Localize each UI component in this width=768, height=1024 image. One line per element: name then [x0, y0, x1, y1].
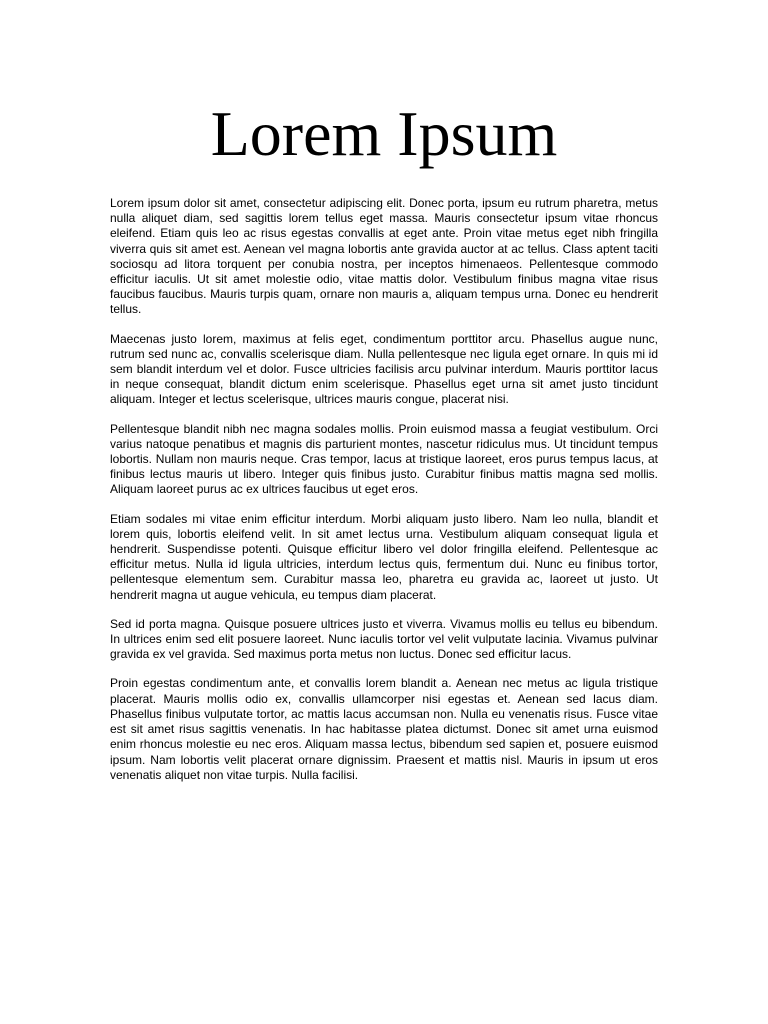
- paragraph: Sed id porta magna. Quisque posuere ultrices justo et viverra. Vivamus mollis eu tellus eu bibendum. In ultrices enim sed elit posuere laoreet. Nunc iaculis tortor vel velit vulputate lacinia. Vivamus pulvinar gravida ex vel gravida. Sed maximus porta metus non luctus. Donec sed efficitur lacus.: [110, 616, 658, 662]
- paragraph: Etiam sodales mi vitae enim efficitur interdum. Morbi aliquam justo libero. Nam leo nulla, blandit et lorem quis, lobortis eleifend velit. In sit amet lectus urna. Vestibulum aliquam consequat ligula et hendrerit. Suspendisse potenti. Quisque efficitur libero vel dolor fringilla eleifend. Pellentesque ac efficitur metus. Nulla id ligula ultricies, interdum lectus quis, fermentum dui. Nunc eu finibus tortor, pellentesque elementum sem. Curabitur massa leo, pharetra eu gravida ac, laoreet ut justo. Ut hendrerit magna ut augue vehicula, eu tempus diam placerat.: [110, 511, 658, 602]
- document-body: [110, 196, 658, 797]
- paragraph: Lorem ipsum dolor sit amet, consectetur adipiscing elit. Donec porta, ipsum eu rutrum pharetra, metus nulla aliquet diam, sed sagittis lorem tellus eget massa. Mauris consectetur ipsum vitae rhoncus eleifend. Etiam quis leo ac risus egestas convallis at eget ante. Proin vitae metus eget nibh fringilla viverra quis sit amet est. Aenean vel magna lobortis ante gravida auctor at ac tellus. Class aptent taciti sociosqu ad litora torquent per conubia nostra, per inceptos himenaeos. Pellentesque commodo efficitur iaculis. Ut sit amet molestie odio, vitae mattis dolor. Vestibulum finibus magna vitae risus faucibus faucibus. Mauris turpis quam, ornare non mauris a, aliquam tempus urna. Donec eu hendrerit tellus.: [110, 196, 658, 317]
- paragraph: Maecenas justo lorem, maximus at felis eget, condimentum porttitor arcu. Phasellus augue nunc, rutrum sed nunc ac, convallis scelerisque diam. Nulla pellentesque nec ligula eget ornare. In quis mi id sem blandit interdum vel et dolor. Fusce ultricies facilisis arcu pulvinar interdum. Mauris porttitor lacus in neque consequat, blandit dictum enim scelerisque. Phasellus eget urna sit amet justo tincidunt aliquam. Integer et lectus scelerisque, ultrices mauris congue, placerat nisi.: [110, 331, 658, 407]
- paragraph: Proin egestas condimentum ante, et convallis lorem blandit a. Aenean nec metus ac ligula tristique placerat. Mauris mollis odio ex, convallis ullamcorper nisi egestas et. Aenean sed lacus diam. Phasellus finibus vulputate tortor, ac mattis lacus accumsan non. Nulla eu venenatis risus. Fusce vitae est sit amet risus sagittis venenatis. In hac habitasse platea dictumst. Donec sit amet urna euismod enim rhoncus molestie eu nec eros. Aliquam massa lectus, bibendum sed sapien et, posuere euismod ipsum. Nam lobortis velit placerat ornare dignissim. Praesent et mattis nisl. Mauris in ipsum ut eros venenatis aliquet non vitae turpis. Nulla facilisi.: [110, 676, 658, 782]
- paragraph: Pellentesque blandit nibh nec magna sodales mollis. Proin euismod massa a feugiat vestibulum. Orci varius natoque penatibus et magnis dis parturient montes, nascetur ridiculus mus. Ut tincidunt tempus lobortis. Nullam non mauris neque. Cras tempor, lacus at tristique laoreet, eros purus tempus lacus, at finibus lectus mauris ut libero. Integer quis finibus justo. Curabitur finibus mattis magna sed mollis. Aliquam laoreet purus ac ex ultrices faucibus ut eget eros.: [110, 421, 658, 497]
- document-title: Lorem Ipsum: [210, 98, 558, 169]
